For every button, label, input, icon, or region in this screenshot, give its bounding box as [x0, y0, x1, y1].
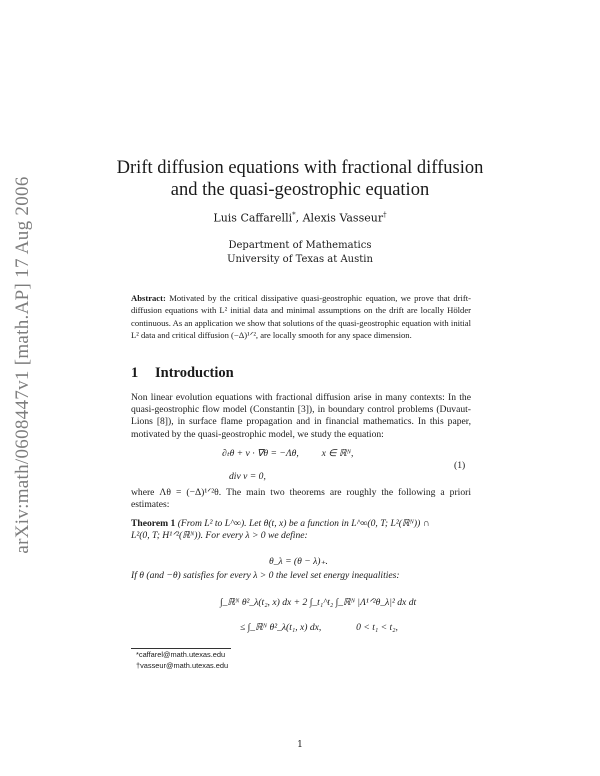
theorem-label: Theorem 1 — [131, 518, 176, 529]
author2-footnote-mark: † — [383, 211, 387, 219]
abstract — [131, 292, 471, 342]
equation-1-line-2: div v = 0, — [229, 471, 266, 482]
energy-inequality-time-range: 0 < t₁ < t₂, — [356, 622, 398, 633]
intro-paragraph: Non linear evolution equations with fractional diffusion arise in many contexts: In the quasi-geostrophic flow model (Constantin [3]), in boundary control problems (Duvaut-Lions [8]), in surface flame propagation and in financial mathematics. In this paper, motivated by the quasi-geostrophic model, we study the equation: — [131, 392, 471, 440]
footnote-caffarelli-email: *caffarel@math.utexas.edu — [136, 650, 226, 659]
author-caffarelli: Luis Caffarelli — [213, 211, 293, 225]
energy-inequality-rhs: ≤ ∫_ℝᴺ θ²_λ(t₁, x) dx, — [240, 622, 322, 633]
paper-title — [100, 157, 500, 201]
energy-inequality-line-2 — [240, 622, 398, 633]
affiliation-department: Department of Mathematics — [228, 240, 372, 251]
theorem-1 — [131, 518, 471, 542]
theorem-statement-1: (From L² to L^∞). Let θ(t, x) be a function in L^∞(0, T; L²(ℝᴺ)) ∩ — [175, 518, 430, 529]
affiliation — [100, 239, 500, 266]
author1-footnote-mark: * — [292, 211, 296, 219]
affiliation-university: University of Texas at Austin — [227, 253, 373, 265]
arxiv-identifier — [8, 150, 38, 580]
equation-1-domain: x ∈ ℝᴺ, — [321, 448, 354, 459]
equation-1-line-1 — [222, 448, 353, 459]
page-number: 1 — [297, 740, 303, 750]
footnote-vasseur-email: †vasseur@math.utexas.edu — [136, 661, 229, 670]
theorem-statement-2: L²(0, T; H¹ᐟ²(ℝᴺ)). For every λ > 0 we define: — [131, 530, 308, 542]
abstract-label: Abstract: — [131, 293, 166, 303]
author-vasseur: Alexis Vasseur — [302, 211, 384, 225]
title-line-2: and the quasi-geostrophic equation — [170, 180, 430, 200]
section-heading — [131, 365, 234, 382]
arxiv-id-text: arXiv:math/0608447v1 [math.AP] 17 Aug 2006 — [12, 176, 33, 554]
level-set-condition: If θ (and −θ) satisfies for every λ > 0 the level set energy inequalities: — [131, 570, 400, 581]
section-number: 1 — [131, 365, 139, 381]
section-title: Introduction — [155, 365, 234, 381]
authors: Luis Caffarelli*, Alexis Vasseur† — [213, 211, 387, 225]
theta-lambda-definition: θ_λ = (θ − λ)₊. — [269, 556, 328, 567]
footnote-rule — [131, 648, 231, 649]
equation-1-number: (1) — [454, 460, 466, 471]
energy-inequality-line-1: ∫_ℝᴺ θ²_λ(t₂, x) dx + 2 ∫_t₁^t₂ ∫_ℝᴺ |Λ¹ᐟ²θ_λ|² dx dt — [220, 597, 417, 608]
title-line-1: Drift diffusion equations with fractional diffusion — [116, 158, 484, 178]
equation-1-pde: ∂ₜθ + v · ∇θ = −Λθ, — [222, 448, 299, 459]
abstract-text: Motivated by the critical dissipative quasi-geostrophic equation, we prove that drift-diffusion equations with L² initial data and minimal assumptions on the drift are locally Hölder continuous. As an application we show that solutions of the quasi-geostrophic equation with initial L² data and critical diffusion (−Δ)¹ᐟ², are locally smooth for any space dimension. — [131, 293, 471, 341]
where-text: where Λθ = (−Δ)¹ᐟ²θ. The main two theorems are roughly the following a priori estimates: — [131, 487, 471, 511]
